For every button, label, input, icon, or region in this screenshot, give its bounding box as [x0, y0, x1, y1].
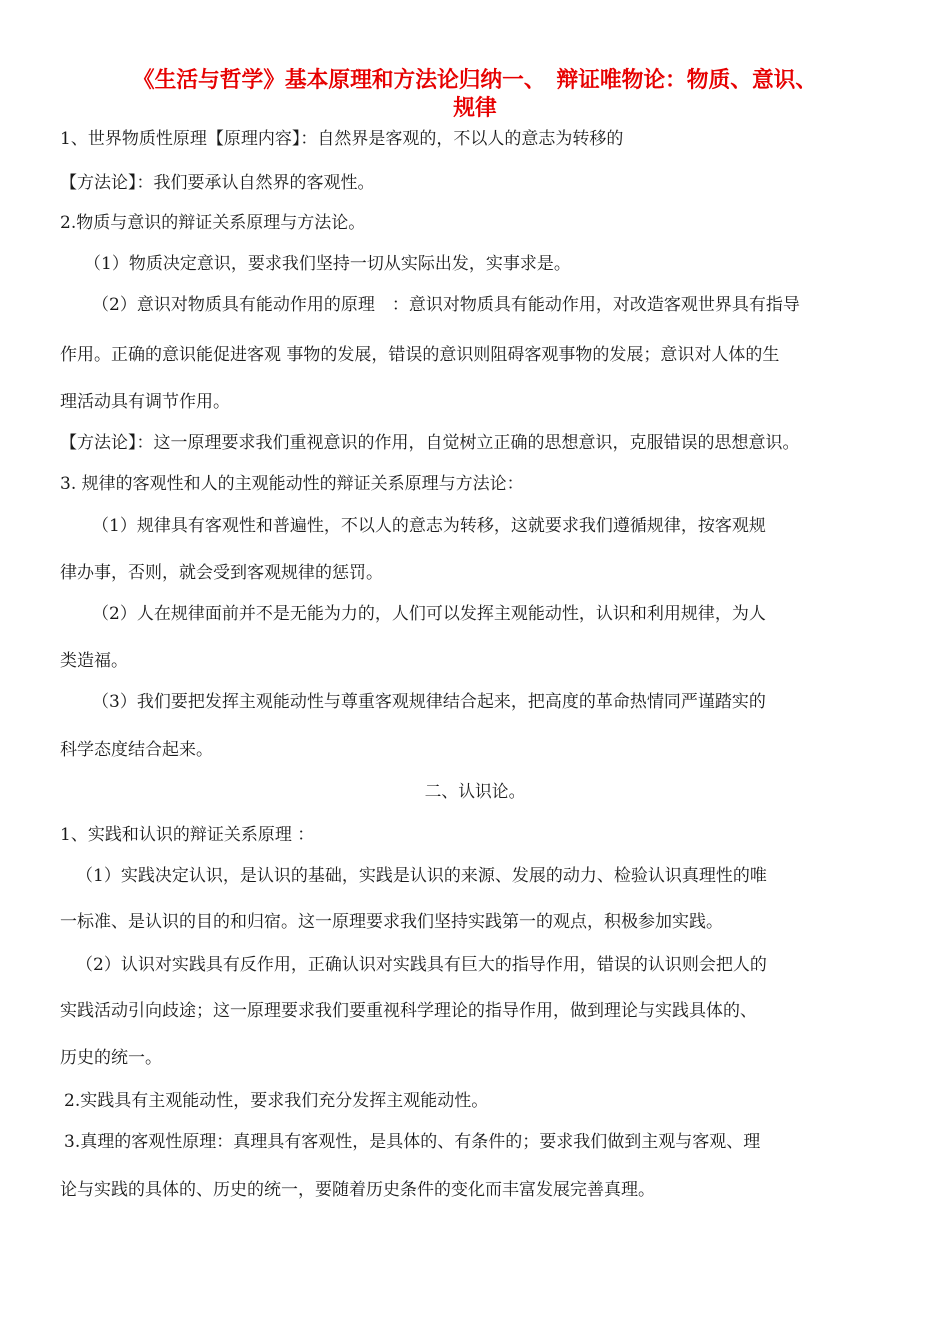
body-line: （2）认识对实践具有反作用，正确认识对实践具有巨大的指导作用，错误的认识则会把人的	[76, 955, 767, 975]
section-title: 二、认识论。	[424, 782, 526, 802]
body-line: 科学态度结合起来。	[60, 740, 213, 760]
body-line: 一标准、是认识的目的和归宿。这一原理要求我们坚持实践第一的观点，积极参加实践。	[60, 912, 723, 932]
body-line: 论与实践的具体的、历史的统一，要随着历史条件的变化而丰富发展完善真理。	[60, 1180, 655, 1200]
body-line: （2）人在规律面前并不是无能为力的，人们可以发挥主观能动性，认识和利用规律，为人	[92, 604, 766, 624]
body-line: （1）实践决定认识，是认识的基础，实践是认识的来源、发展的动力、检验认识真理性的唯	[76, 866, 767, 886]
section-heading: 3.真理的客观性原理：真理具有客观性，是具体的、有条件的；要求我们做到主观与客观、理	[64, 1132, 761, 1152]
body-line: 作用。正确的意识能促进客观 事物的发展，错误的意识则阻碍客观事物的发展；意识对人体的生	[60, 345, 780, 365]
section-heading: 3. 规律的客观性和人的主观能动性的辩证关系原理与方法论：	[60, 474, 524, 494]
body-line: 历史的统一。	[60, 1048, 162, 1068]
body-line: 律办事，否则，就会受到客观规律的惩罚。	[60, 563, 383, 583]
document-title-line-1: 《生活与哲学》基本原理和方法论归纳一、 辩证唯物论：物质、意识、	[132, 68, 818, 93]
body-line: （1）物质决定意识，要求我们坚持一切从实际出发，实事求是。	[84, 254, 571, 274]
body-line: （2）意识对物质具有能动作用的原理 ：意识对物质具有能动作用，对改造客观世界具有指导	[92, 295, 800, 315]
principle-line: 1、世界物质性原理【原理内容】：自然界是客观的，不以人的意志为转移的	[60, 129, 624, 149]
section-heading: 2.物质与意识的辩证关系原理与方法论。	[60, 213, 366, 233]
methodology-line: 【方法论】：这一原理要求我们重视意识的作用，自觉树立正确的思想意识，克服错误的思想意识。	[60, 433, 800, 453]
body-line: 理活动具有调节作用。	[60, 392, 230, 412]
section-heading: 1、实践和认识的辩证关系原理 ：	[60, 825, 315, 845]
methodology-line: 【方法论】：我们要承认自然界的客观性。	[60, 173, 375, 193]
body-line: （1）规律具有客观性和普遍性，不以人的意志为转移，这就要求我们遵循规律，按客观规	[92, 516, 766, 536]
section-heading: 2.实践具有主观能动性，要求我们充分发挥主观能动性。	[64, 1091, 489, 1111]
body-line: 类造福。	[60, 651, 128, 671]
body-line: 实践活动引向歧途；这一原理要求我们要重视科学理论的指导作用，做到理论与实践具体的、	[60, 1001, 757, 1021]
document-title-line-2: 规律	[453, 96, 497, 121]
body-line: （3）我们要把发挥主观能动性与尊重客观规律结合起来，把高度的革命热情同严谨踏实的	[92, 692, 766, 712]
